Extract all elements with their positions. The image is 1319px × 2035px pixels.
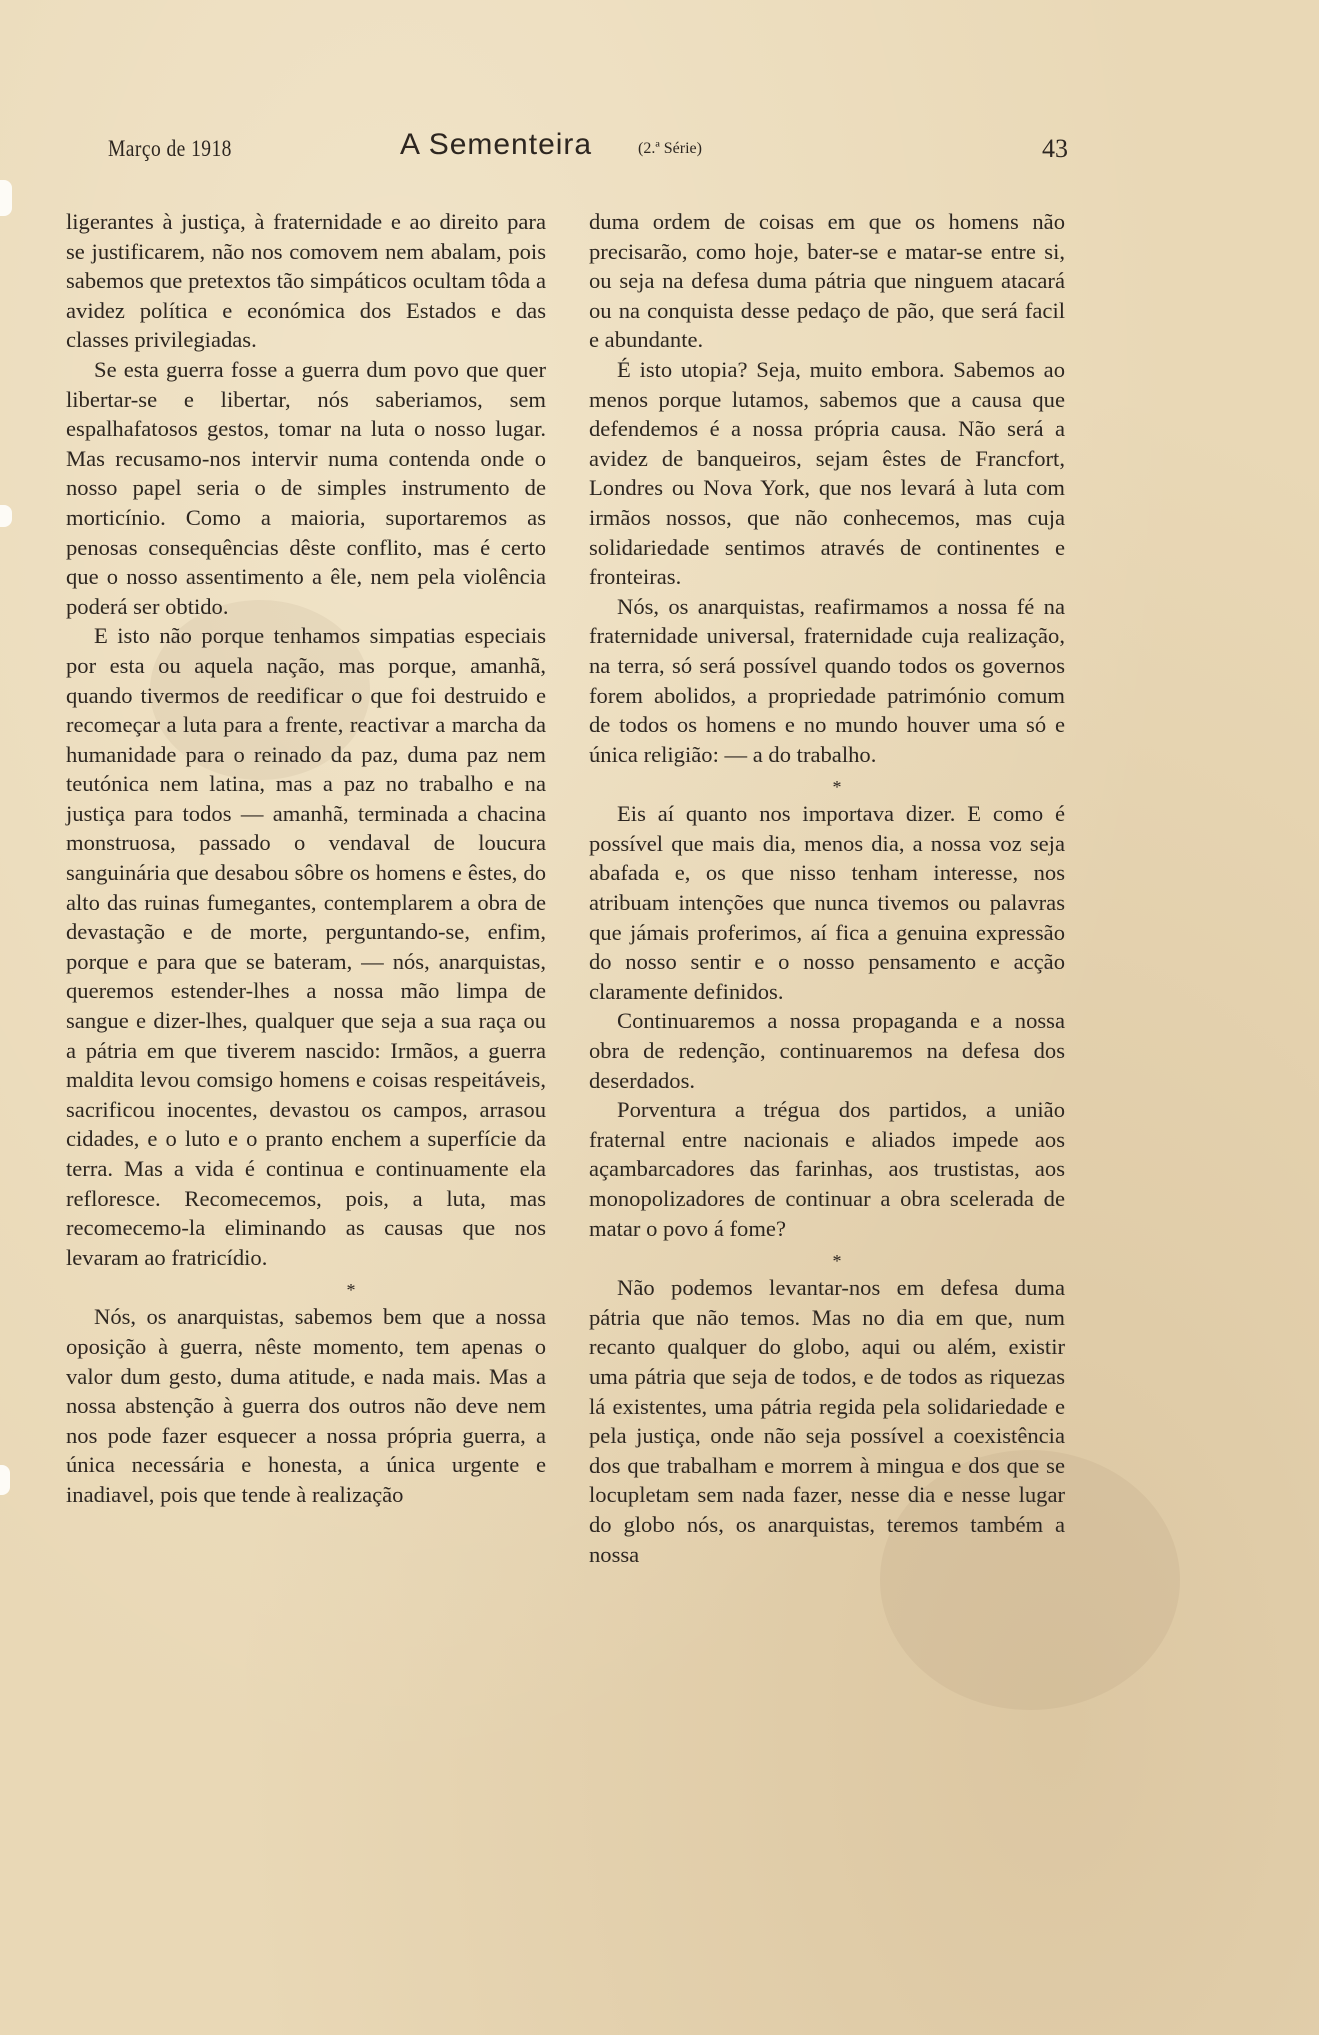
left-column (66, 207, 546, 1510)
paragraph: ligerantes à justiça, à fraternidade e ao direito para se justificarem, não nos comovem nem abalam, pois sabemos que pretextos tão simpáticos ocultam tôda a avidez política e económica dos Estados e das classes privilegiadas. (66, 209, 546, 353)
publication-title: A Sementeira (400, 128, 593, 161)
binding-hole (0, 505, 12, 527)
paragraph: É isto utopia? Seja, muito embora. Sabemos ao menos porque lutamos, sabemos que a causa que defendemos é a nossa própria causa. Não será a avidez de banqueiros, sejam êstes de Francfort, Londres ou Nova York, que nos levará à luta com irmãos nossos, que não conhecemos, mas cuja solidariedade sentimos através de continentes e fronteiras. (589, 356, 1065, 590)
paragraph: Nós, os anarquistas, sabemos bem que a nossa oposição à guerra, nêste momento, tem apenas o valor dum gesto, duma atitude, e nada mais. Mas a nossa abstenção à guerra dos outros não deve nem nos pode fazer esquecer a nossa própria guerra, a única necessária e honesta, a única urgente e inadiavel, pois que tende à realização (66, 1304, 546, 1507)
paragraph: Se esta guerra fosse a guerra dum povo que quer libertar-se e libertar, nós saberiamos, sem espalhafatosos gestos, tomar na luta o nosso lugar. Mas recusamo-nos intervir numa contenda onde o nosso papel seria o de simples instrumento de morticínio. Como a maioria, suportaremos as penosas consequências dêste conflito, mas é certo que o nosso assentimento a êle, nem pela violência poderá ser obtido. (66, 356, 546, 619)
paragraph: Não podemos levantar-nos em defesa duma pátria que não temos. Mas no dia em que, num recanto qualquer do globo, aqui ou além, existir uma pátria que seja de todos, e de todos as riquezas lá existentes, uma pátria regida pela solidariedade e pela justiça, onde não seja possível a coexistência dos que trabalham e morrem à mingua e dos que se locupletam sem nada fazer, nesse dia e nesse lugar do globo nós, os anarquistas, teremos também a nossa (589, 1275, 1065, 1567)
section-separator: * (832, 1251, 842, 1272)
paragraph: Porventura a trégua dos partidos, a união fraternal entre nacionais e aliados impede aos açambarcadores das farinhas, aos trustistas, aos monopolizadores de continuar a obra scelerada de matar o povo á fome? (589, 1097, 1065, 1241)
page-header (108, 124, 1068, 174)
paragraph: Eis aí quanto nos importava dizer. E como é possível que mais dia, menos dia, a nossa voz seja abafada e, os que nisso tenham interesse, nos atribuam intenções que nunca tivemos ou palavras que jámais proferimos, aí fica a genuina expressão do nosso sentir e o nosso pensamento e acção claramente definidos. (589, 801, 1065, 1004)
binding-hole (0, 180, 12, 216)
paragraph: Nós, os anarquistas, reafirmamos a nossa fé na fraternidade universal, fraternidade cuja realização, na terra, só será possível quando todos os governos forem abolidos, a propriedade património comum de todos os homens e no mundo houver uma só e única religião: — a do trabalho. (589, 593, 1065, 767)
binding-hole (0, 1465, 10, 1495)
issue-date: Março de 1918 (108, 136, 232, 161)
paragraph: E isto não porque tenhamos simpatias especiais por esta ou aquela nação, mas porque, amanhã, quando tivermos de reedificar o que foi destruido e recomeçar a luta para a frente, reactivar a marcha da humanidade para o reinado da paz, duma paz nem teutónica nem latina, mas a paz no trabalho e na justiça para todos — amanhã, terminada a chacina monstruosa, passado o vendaval de loucura sanguinária que desabou sôbre os homens e êstes, do alto das ruinas fumegantes, contemplarem a obra de devastação e de morte, perguntando-se, enfim, porque e para que se bateram, — nós, anarquistas, queremos estender-lhes a nossa mão limpa de sangue e dizer-lhes, qualquer que seja a sua raça ou a pátria em que tiverem nascido: Irmãos, a guerra maldita levou comsigo homens e coisas respeitáveis, sacrificou inocentes, devastou os campos, arrasou cidades, e o luto e o pranto enchem a superfície da terra. Mas a vida é continua e continuamente ela refloresce. Recomecemos, pois, a luta, mas recomecemo-la eliminando as causas que nos levaram ao fratricídio. (66, 623, 546, 1270)
section-separator: * (832, 777, 842, 798)
series-label: (2.ª Série) (638, 140, 702, 157)
page-number: 43 (1042, 134, 1068, 163)
paragraph: duma ordem de coisas em que os homens não precisarão, como hoje, bater-se e matar-se entre si, ou seja na defesa duma pátria que ninguem atacará ou na conquista desse pedaço de pão, que será facil e abundante. (589, 209, 1065, 353)
right-column (589, 207, 1065, 1569)
paragraph: Continuaremos a nossa propaganda e a nossa obra de redenção, continuaremos na defesa dos deserdados. (589, 1008, 1065, 1093)
section-separator: * (346, 1280, 356, 1301)
